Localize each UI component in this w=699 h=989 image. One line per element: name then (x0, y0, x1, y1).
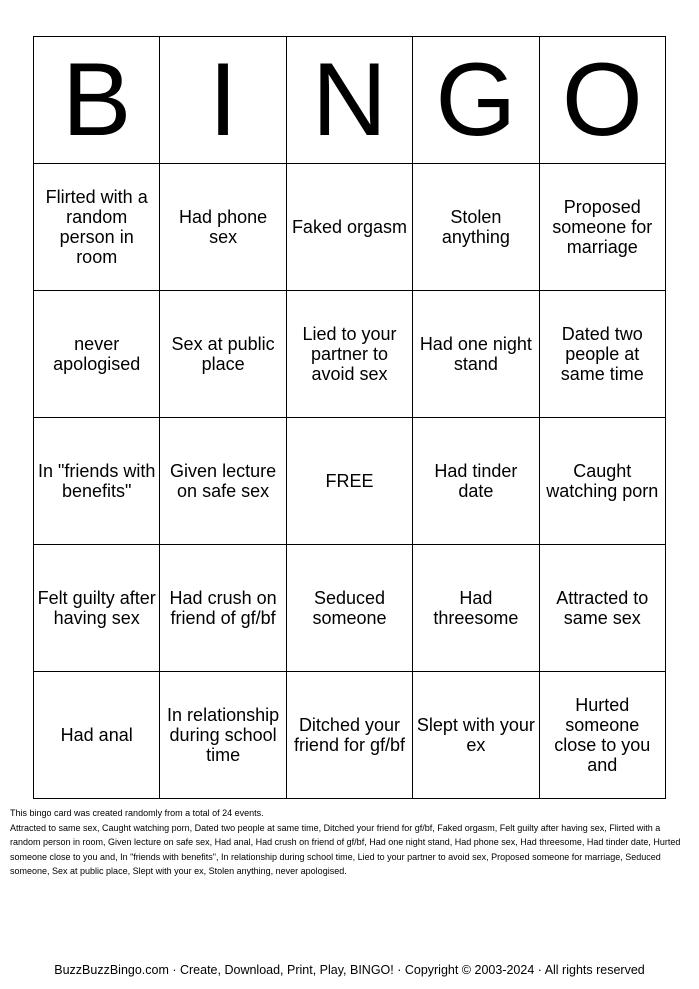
cell-text: Given lecture on safe sex (170, 461, 277, 501)
header-letter-o: O (539, 37, 665, 164)
bingo-row (34, 672, 666, 799)
cell-text: Ditched your friend for gf/bf (293, 715, 405, 755)
event-list: Attracted to same sex, Caught watching porn, Dated two people at same time, Ditched your friend for gf/bf, Faked orgasm, Felt guilty after having sex, Flirted with a random person in room, Given lecture on safe sex, Had anal, Had crush on friend of gf/bf, Had one night stand, Had phone sex, Had threesome, Had tinder date, Hurted someone close to you and, In "friends with benefits", In relationship during school time, Lied to your partner to avoid sex, Proposed someone for marriage, Seduced someone, Sex at public place, Slept with your ex, Stolen anything, never apologised. (10, 822, 681, 876)
cell-text: Stolen anything (441, 207, 510, 247)
bingo-cell (160, 418, 286, 545)
cell-text: Proposed someone for marriage (552, 197, 653, 257)
bingo-row (34, 418, 666, 545)
bingo-cell (286, 672, 412, 799)
bingo-cell (160, 672, 286, 799)
cell-text: never apologised (53, 334, 141, 374)
cell-text: Faked orgasm (291, 217, 407, 237)
bingo-card (33, 36, 666, 799)
card-summary: This bingo card was created randomly from a total of 24 events. (10, 808, 264, 818)
cell-text: Had threesome (433, 588, 519, 628)
bingo-cell (34, 291, 160, 418)
bingo-cell (34, 672, 160, 799)
bingo-header-row (34, 37, 666, 164)
cell-text: Attracted to same sex (556, 588, 649, 628)
bingo-cell (160, 291, 286, 418)
bingo-cell (160, 545, 286, 672)
bingo-cell (34, 164, 160, 291)
free-space-text: FREE (325, 471, 374, 491)
bingo-cell (413, 545, 539, 672)
cell-text: Had phone sex (179, 207, 268, 247)
header-letter-i: I (160, 37, 286, 164)
cell-text: Lied to your partner to avoid sex (302, 324, 397, 384)
bingo-row (34, 291, 666, 418)
bingo-cell (413, 164, 539, 291)
bingo-cell (539, 545, 665, 672)
cell-text: Had anal (60, 725, 133, 745)
bingo-cell (413, 291, 539, 418)
site-footer: BuzzBuzzBingo.com · Create, Download, Print, Play, BINGO! · Copyright © 2003-2024 · All rights reserved (54, 963, 645, 977)
bingo-cell (286, 545, 412, 672)
cell-text: Caught watching porn (546, 461, 659, 501)
card-info (10, 806, 691, 879)
bingo-cell (286, 164, 412, 291)
cell-text: Dated two people at same time (560, 324, 644, 384)
bingo-cell (539, 291, 665, 418)
bingo-cell (286, 291, 412, 418)
bingo-cell (539, 418, 665, 545)
cell-text: Had tinder date (434, 461, 518, 501)
cell-text: Felt guilty after having sex (37, 588, 156, 628)
bingo-cell (34, 418, 160, 545)
cell-text: Seduced someone (312, 588, 387, 628)
cell-text: Flirted with a random person in room (45, 187, 148, 267)
cell-text: Slept with your ex (416, 715, 535, 755)
cell-text: Had crush on friend of gf/bf (169, 588, 277, 628)
cell-text: Had one night stand (419, 334, 532, 374)
bingo-cell (413, 672, 539, 799)
bingo-cell (539, 672, 665, 799)
bingo-cell (34, 545, 160, 672)
header-letter-b: B (34, 37, 160, 164)
cell-text: Hurted someone close to you and (554, 695, 651, 775)
free-space-cell (286, 418, 412, 545)
header-letter-n: N (286, 37, 412, 164)
bingo-cell (413, 418, 539, 545)
bingo-row (34, 545, 666, 672)
header-letter-g: G (413, 37, 539, 164)
bingo-row (34, 164, 666, 291)
bingo-cell (539, 164, 665, 291)
cell-text: In relationship during school time (167, 705, 280, 765)
cell-text: Sex at public place (171, 334, 275, 374)
cell-text: In "friends with benefits" (37, 461, 156, 501)
bingo-cell (160, 164, 286, 291)
